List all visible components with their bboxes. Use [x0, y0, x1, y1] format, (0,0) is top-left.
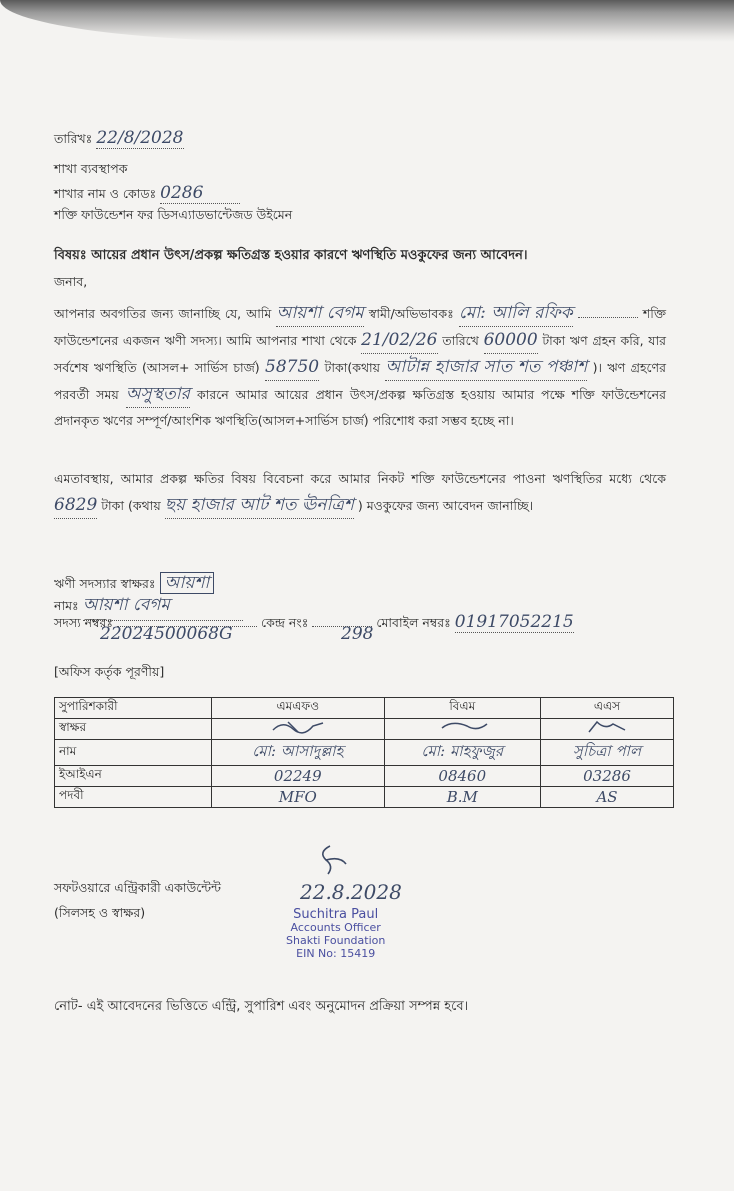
- balance-in-words: আটান্ন হাজার সাত শত পঞ্চাশ: [385, 354, 587, 381]
- body2-text1: এমতাবস্থায়, আমার প্রকল্প ক্ষতির বিষয় বিবেচনা করে আমার নিকট শক্তি ফাউন্ডেশনের পাওনা ঋণস্থিতির মধ্যে থেকে: [54, 471, 666, 486]
- as-signature: [541, 719, 674, 740]
- date-label: তারিখঃ: [54, 131, 93, 146]
- member-number: 22024500068G: [100, 624, 233, 644]
- stamp-ein: EIN No: 15419: [296, 947, 376, 960]
- body2-text2: টাকা (কথায়: [101, 498, 161, 513]
- table-header-row: [55, 698, 674, 719]
- row-label: নাম: [55, 740, 212, 766]
- stamp-name: Suchitra Paul: [293, 907, 379, 922]
- table-cell: B.M: [384, 787, 540, 808]
- table-header: এমএফও: [212, 698, 385, 719]
- officer-stamp: [286, 908, 385, 960]
- accountant-signature: [312, 842, 352, 878]
- office-table: [54, 697, 674, 808]
- table-header: সুপারিশকারী: [55, 698, 212, 719]
- body1-text8: কারনে আমার আয়ের প্রধান উৎস/প্রকল্প ক্ষতিগ্রস্ত হওয়ায় আমার পক্ষে শক্তি ফাউন্ডেশনের প্রদানকৃত ঋণের সম্পূর্ণ/আংশিক ঋণস্থিতি(আসল+সার্ভিস চার্জ) পরিশোধ করা সম্ভব হচ্ছে না।: [54, 387, 667, 428]
- table-row: [55, 766, 674, 787]
- footer-note: নোট- এই আবেদনের ভিত্তিতে এন্ট্রি, সুপারিশ এবং অনুমোদন প্রক্রিয়া সম্পন্ন হবে।: [54, 999, 469, 1014]
- mobile-label: মোবাইল নম্বরঃ: [376, 615, 451, 630]
- addressee-line3: শক্তি ফাউন্ডেশন ফর ডিসএ্যাডভান্টেজড উইমেন: [54, 207, 293, 222]
- table-row: [55, 740, 674, 766]
- body1-text3: শক্তি ফাউন্ডেশনের একজন ঋণী সদস্য। আমি আপনার শাখা থেকে: [54, 306, 666, 348]
- addressee-line2: [54, 183, 240, 206]
- stamp-org: Shakti Foundation: [286, 934, 386, 947]
- borrower-name-label: নামঃ: [54, 598, 79, 613]
- date-line: [54, 128, 184, 151]
- row-label: ইআইএন: [55, 766, 212, 787]
- row-label: স্বাক্ষর: [55, 719, 212, 740]
- borrower-name: আয়শা বেগম: [83, 592, 243, 621]
- page-shadow: [0, 0, 734, 42]
- waiver-amount: 6829: [54, 492, 97, 519]
- accountant-line2: (সিলসহ ও স্বাক্ষর): [54, 905, 146, 920]
- row-label: পদবী: [55, 787, 212, 808]
- body2-text3: ) মওকুফের জন্য আবেদন জানাচ্ছি।: [357, 498, 534, 513]
- table-cell: মো: আসাদুল্লাহ: [212, 740, 385, 766]
- subject: বিষয়ঃ আয়ের প্রধান উৎস/প্রকল্প ক্ষতিগ্রস্ত হওয়ার কারণে ঋণস্থিতি মওকুফের জন্য আবেদন।: [54, 248, 528, 263]
- mfo-signature: [212, 719, 385, 740]
- borrower-signature: আয়শা: [160, 572, 215, 594]
- addressee-line1: শাখা ব্যবস্থাপক: [54, 161, 128, 176]
- waiver-amount-words: ছয় হাজার আট শত ঊনত্রিশ: [165, 492, 354, 519]
- branch-label: শাখার নাম ও কোডঃ: [54, 186, 157, 201]
- table-cell: মো: মাহফুজুর: [384, 740, 540, 766]
- bm-signature: [384, 719, 540, 740]
- table-cell: 02249: [212, 766, 385, 787]
- table-cell: AS: [541, 787, 674, 808]
- guardian-name: মো: আলি রফিক: [459, 300, 573, 327]
- body1-text2: স্বামী/অভিভাবকঃ: [368, 306, 454, 321]
- table-header: বিএম: [384, 698, 540, 719]
- table-row: [55, 787, 674, 808]
- loan-amount: 60000: [484, 327, 538, 354]
- borrower-signature-label: ঋণী সদস্যার স্বাক্ষরঃ: [54, 576, 156, 591]
- body1-text5: টাকা ঋণ গ্রহন করি, যার সর্বশেষ ঋণস্থিতি (আসল+ সার্ভিস চার্জ): [54, 333, 667, 375]
- body1-text6: টাকা(কথায়: [324, 360, 381, 375]
- date-value: 22/8/2028: [96, 128, 184, 148]
- table-header: এএস: [541, 698, 674, 719]
- table-cell: 03286: [541, 766, 674, 787]
- center-number: 298: [341, 624, 374, 644]
- table-row: [55, 719, 674, 740]
- body-paragraph-2: [54, 466, 666, 519]
- member-no-label: সদস্য নম্বরঃ: [54, 615, 114, 630]
- stamp-title: Accounts Officer: [290, 921, 381, 934]
- table-cell: MFO: [212, 787, 385, 808]
- table-cell: সুচিত্রা পাল: [541, 740, 674, 766]
- accountant-line1: সফটওয়ারে এন্ট্রিকারী একাউন্টেন্ট: [54, 880, 221, 895]
- accountant-date: 22.8.2028: [300, 880, 402, 904]
- branch-code: 0286: [160, 183, 240, 204]
- body1-text7: )। ঋণ গ্রহণের পরবর্তী সময়: [54, 360, 666, 402]
- body1-text4: তারিখে: [442, 333, 479, 348]
- mobile-number: 01917052215: [454, 612, 574, 632]
- center-no-label: কেন্দ্র নংঃ: [261, 615, 309, 630]
- loan-date: 21/02/26: [361, 327, 437, 354]
- salutation: জনাব,: [54, 274, 88, 289]
- loan-balance: 58750: [265, 354, 319, 381]
- office-heading: [অফিস কর্তৃক পূরণীয়]: [54, 664, 165, 679]
- loss-reason: অসুস্থতার: [126, 381, 190, 408]
- table-cell: 08460: [384, 766, 540, 787]
- applicant-name: আয়শা বেগম: [276, 300, 363, 327]
- body1-text1: আপনার অবগতির জন্য জানাচ্ছি যে, আমি: [54, 306, 272, 321]
- body-paragraph-1: [54, 300, 666, 434]
